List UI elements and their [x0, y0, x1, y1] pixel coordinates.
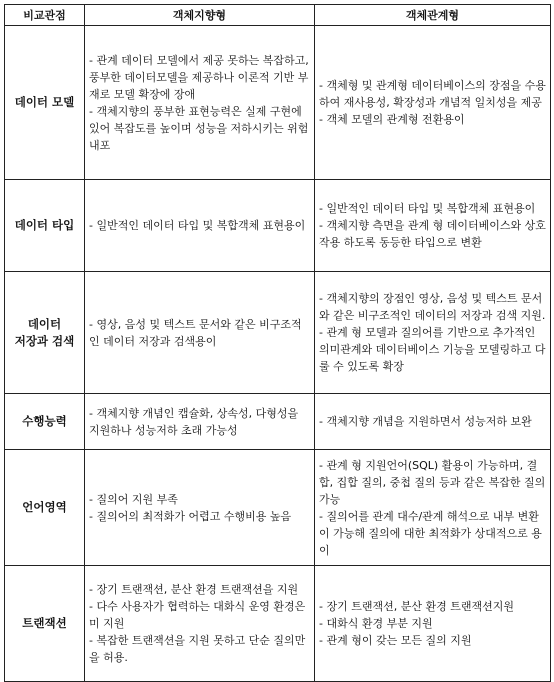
row-label: 트랜잭션	[5, 566, 85, 682]
bullet-item: - 장기 트랜잭션, 분산 환경 트랜잭션을 지원	[89, 581, 310, 598]
bullet-item: - 대화식 환경 부분 지원	[319, 615, 546, 632]
object-oriented-cell	[85, 450, 315, 566]
bullet-item: - 복잡한 트랜잭션을 지원 못하고 단순 질의만을 허용.	[89, 632, 310, 666]
row-label: 데이터 타입	[5, 180, 85, 272]
bullet-item: - 관계 형이 갖는 모든 질의 지원	[319, 632, 546, 649]
header-row	[5, 5, 551, 26]
table-row	[5, 272, 551, 394]
bullet-item: - 질의어의 최적화가 어렵고 수행비용 높음	[89, 508, 310, 525]
table-row	[5, 26, 551, 180]
bullet-item: - 질의어 지원 부족	[89, 491, 310, 508]
header-viewpoint: 비교관점	[5, 5, 85, 26]
object-relational-cell	[315, 450, 551, 566]
bullet-item: - 관계 형 모델과 질의어를 기반으로 추가적인 의미관계와 데이터베이스 기능을 모델링하고 다룰 수 있도록 확장	[319, 324, 546, 375]
object-relational-cell	[315, 566, 551, 682]
bullet-item: - 관계 형 지원언어(SQL) 활용이 가능하며, 결합, 집합 질의, 중첩 질의 등과 같은 복잡한 질의가능	[319, 457, 546, 508]
object-oriented-cell	[85, 394, 315, 450]
bullet-item: - 장기 트랜잭션, 분산 환경 트랜잭션지원	[319, 598, 546, 615]
header-object-oriented: 객체지향형	[85, 5, 315, 26]
bullet-item: - 질의어를 관계 대수/관계 해석으로 내부 변환이 가능해 질의에 대한 최적화가 상대적으로 용이	[319, 508, 546, 559]
table-row	[5, 394, 551, 450]
object-oriented-cell	[85, 26, 315, 180]
object-relational-cell	[315, 180, 551, 272]
object-relational-cell	[315, 394, 551, 450]
bullet-item: - 일반적인 데이터 타입 및 복합객체 표현용이	[319, 200, 546, 217]
table-row	[5, 180, 551, 272]
object-oriented-cell	[85, 180, 315, 272]
bullet-item: - 객체지향의 장점인 영상, 음성 및 텍스트 문서와 같은 비구조적인 데이터의 저장과 검색 지원.	[319, 290, 546, 324]
bullet-item: - 객체지향 개념인 캡슐화, 상속성, 다형성을 지원하나 성능저하 초래 가능성	[89, 405, 310, 439]
bullet-item: - 일반적인 데이터 타입 및 복합객체 표현용이	[89, 217, 310, 234]
row-label: 수행능력	[5, 394, 85, 450]
bullet-item: - 다수 사용자가 협력하는 대화식 운영 환경은 미 지원	[89, 598, 310, 632]
row-label: 데이터 모델	[5, 26, 85, 180]
bullet-item: - 객체 모델의 관계형 전환용이	[319, 111, 546, 128]
header-object-relational: 객체관계형	[315, 5, 551, 26]
bullet-item: - 객체지향 측면을 관계 형 데이터베이스와 상호작용 하도록 동등한 타입으로 변환	[319, 217, 546, 251]
comparison-table	[4, 4, 551, 682]
bullet-item: - 객체지향 개념을 지원하면서 성능저하 보완	[319, 413, 546, 430]
table-body	[5, 26, 551, 682]
table-row	[5, 566, 551, 682]
bullet-item: - 객체지향의 풍부한 표현능력은 실제 구현에 있어 복잡도를 높이며 성능을 저하시키는 위험 내포	[89, 103, 310, 154]
bullet-item: - 영상, 음성 및 텍스트 문서와 같은 비구조적인 데이터 저장과 검색용이	[89, 316, 310, 350]
object-oriented-cell	[85, 272, 315, 394]
row-label: 언어영역	[5, 450, 85, 566]
object-oriented-cell	[85, 566, 315, 682]
bullet-item: - 객체형 및 관계형 데이터베이스의 장점을 수용하여 재사용성, 확장성과 개념적 일치성을 제공	[319, 77, 546, 111]
object-relational-cell	[315, 26, 551, 180]
table-row	[5, 450, 551, 566]
object-relational-cell	[315, 272, 551, 394]
row-label: 데이터 저장과 검색	[5, 272, 85, 394]
bullet-item: - 관계 데이터 모델에서 제공 못하는 복잡하고, 풍부한 데이터모델을 제공하나 이론적 기반 부재로 모델 확장에 장애	[89, 52, 310, 103]
